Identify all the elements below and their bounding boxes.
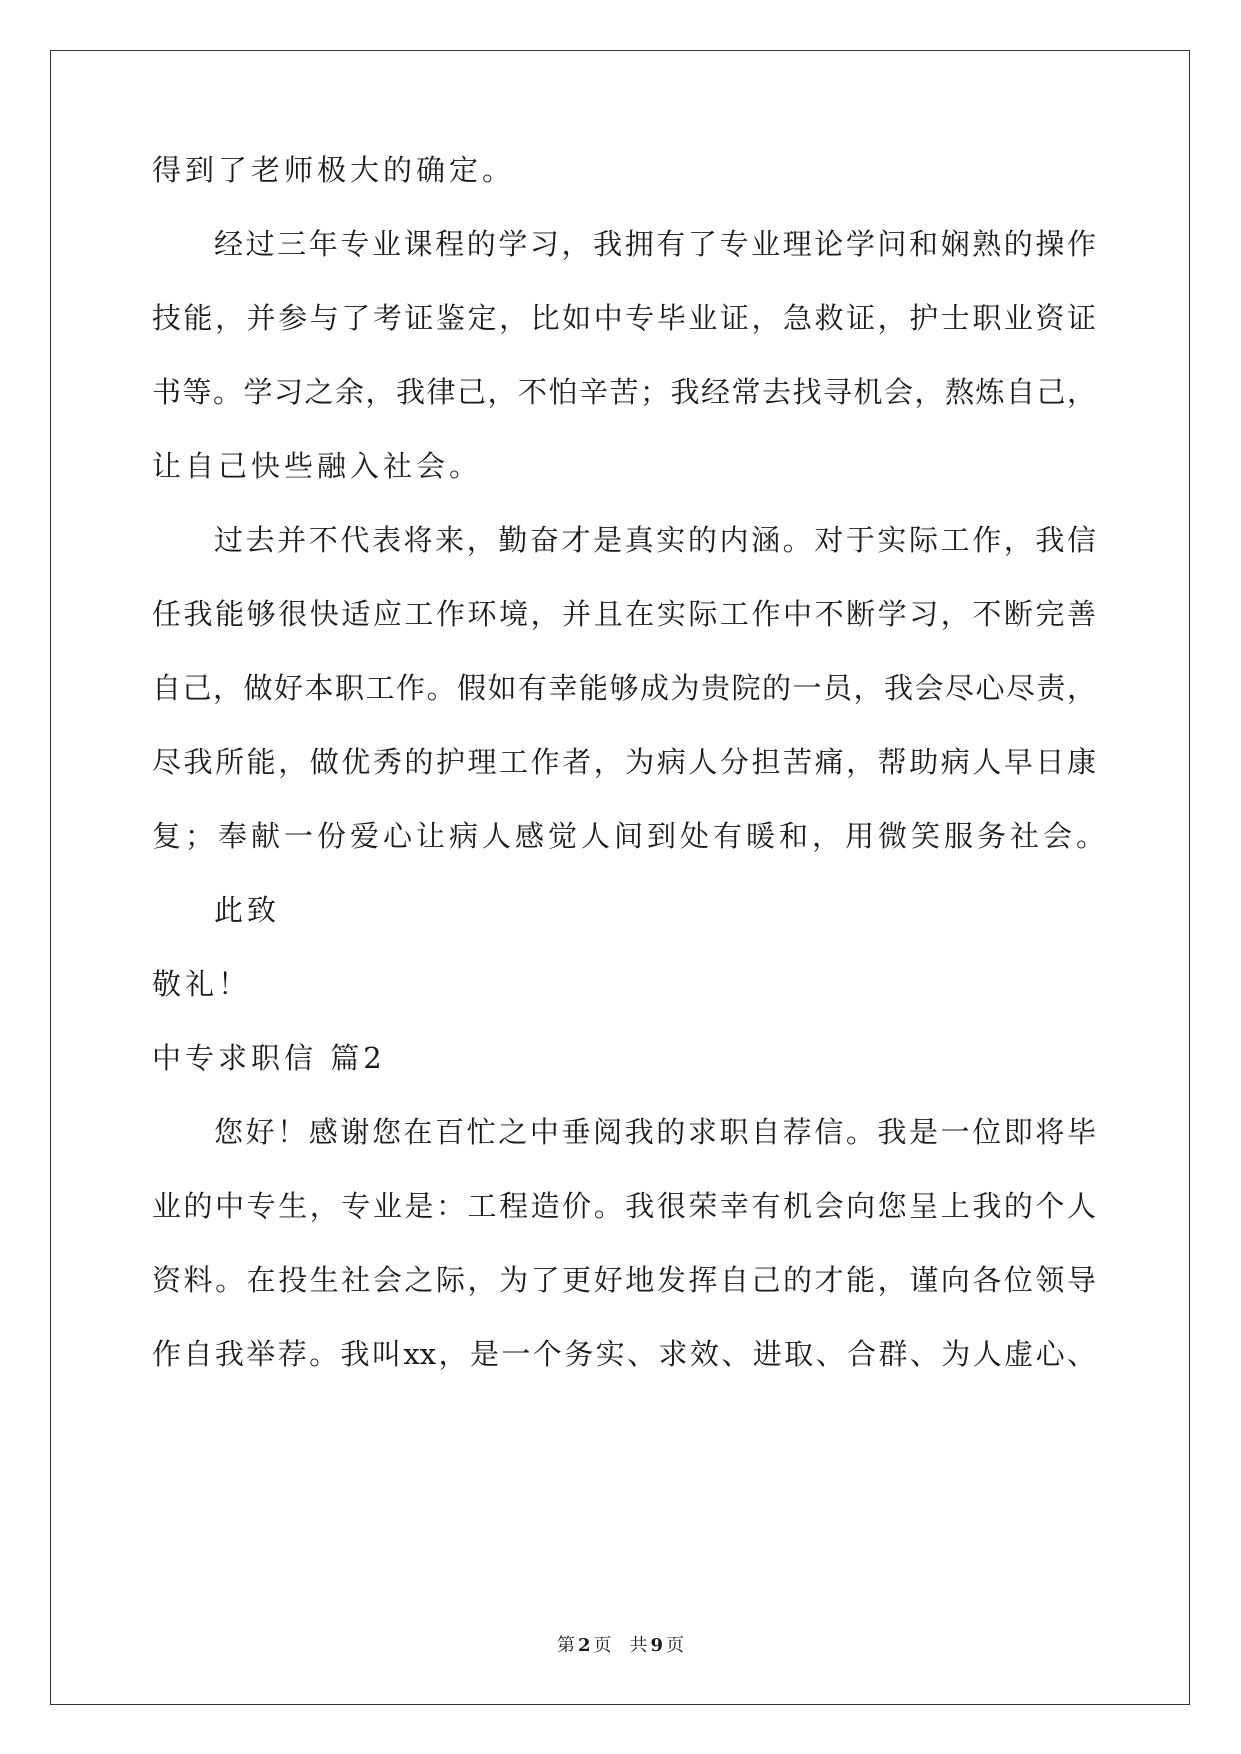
page-footer [0, 1634, 1241, 1658]
paragraph-line: 复；奉献一份爱心让病人感觉人间到处有暖和，用微笑服务社会。 [152, 819, 1110, 853]
footer-total-prefix: 共 [629, 1635, 648, 1656]
footer-prefix: 第 [556, 1635, 575, 1656]
total-page-number: 9 [650, 1635, 664, 1656]
footer-total-suffix: 页 [666, 1635, 685, 1656]
closing-regards: 敬礼！ [152, 967, 252, 1001]
paragraph-line: 得到了老师极大的确定。 [152, 153, 516, 187]
paragraph-line: 业的中专生，专业是：工程造价。我很荣幸有机会向您呈上我的个人 [152, 1189, 1096, 1223]
paragraph-line: 您好！感谢您在百忙之中垂阅我的求职自荐信。我是一位即将毕 [214, 1115, 1096, 1149]
paragraph-line: 资料。在投生社会之际，为了更好地发挥自己的才能，谨向各位领导 [152, 1263, 1096, 1297]
footer-page-suffix: 页 [593, 1635, 612, 1656]
paragraph-line: 书等。学习之余，我律己，不怕辛苦；我经常去找寻机会，熬炼自己， [152, 375, 1096, 409]
current-page-number: 2 [577, 1635, 591, 1656]
section-heading: 中专求职信 篇2 [152, 1041, 386, 1075]
paragraph-line: 过去并不代表将来，勤奋才是真实的内涵。对于实际工作，我信 [214, 523, 1096, 557]
paragraph-line: 尽我所能，做优秀的护理工作者，为病人分担苦痛，帮助病人早日康 [152, 745, 1096, 779]
closing-salutation: 此致 [214, 893, 281, 927]
paragraph-line: 任我能够很快适应工作环境，并且在实际工作中不断学习，不断完善 [152, 597, 1096, 631]
paragraph-line: 作自我举荐。我叫xx，是一个务实、求效、进取、合群、为人虚心、 [152, 1337, 1096, 1371]
paragraph-line: 自己，做好本职工作。假如有幸能够成为贵院的一员，我会尽心尽责， [152, 671, 1096, 705]
paragraph-line: 让自己快些融入社会。 [152, 449, 483, 483]
paragraph-line: 经过三年专业课程的学习，我拥有了专业理论学问和娴熟的操作 [214, 227, 1096, 261]
paragraph-line: 技能，并参与了考证鉴定，比如中专毕业证，急救证，护士职业资证 [152, 301, 1096, 335]
